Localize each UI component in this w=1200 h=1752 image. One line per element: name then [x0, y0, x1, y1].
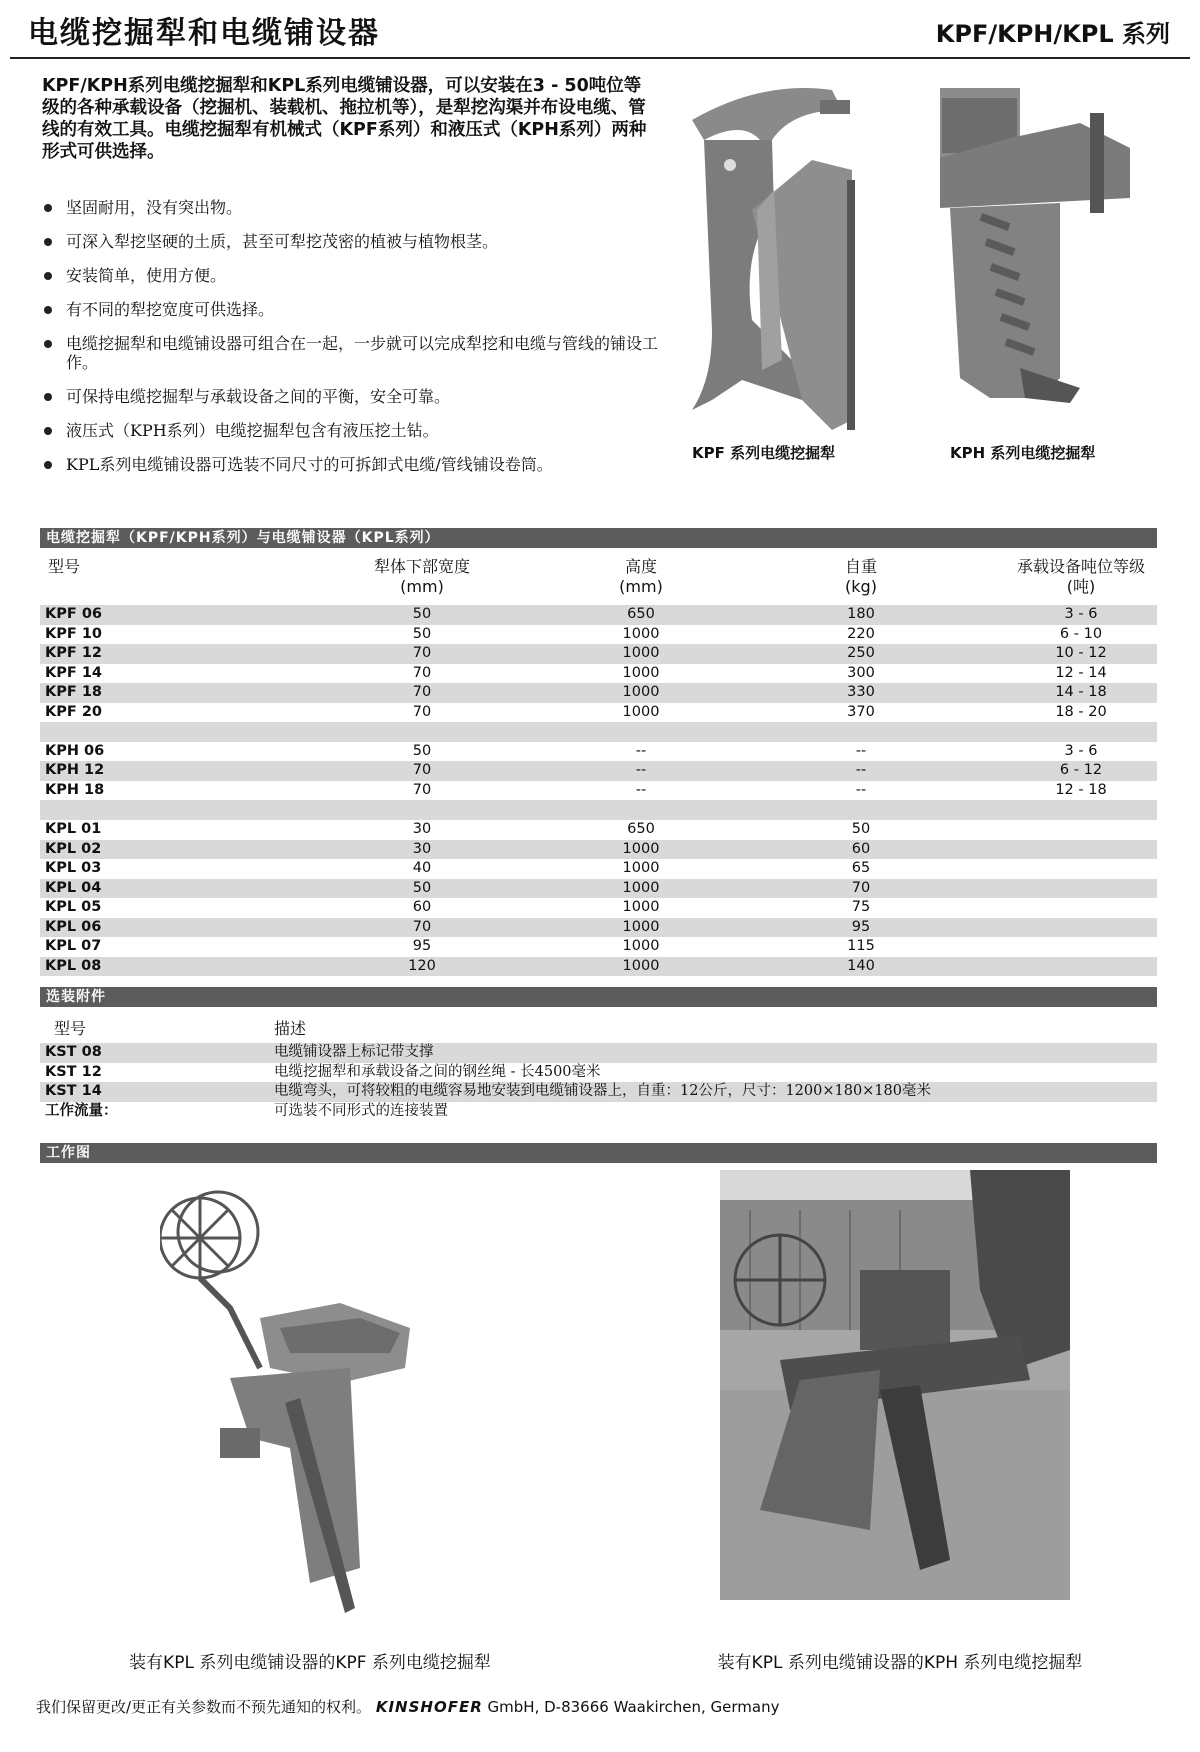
footer — [36, 1696, 779, 1717]
cell-acc-desc: 可选装不同形式的连接装置 — [274, 1102, 448, 1119]
cell-model: KPF 12 — [45, 645, 102, 662]
table-row — [40, 664, 1157, 684]
right-bottom-caption: 装有KPL 系列电缆铺设器的KPH 系列电缆挖掘犁 — [717, 1653, 1083, 1673]
list-item — [40, 387, 660, 406]
cell-class: 3 - 6 — [1064, 742, 1098, 759]
list-item — [40, 198, 660, 217]
cell-height: 1000 — [622, 645, 660, 662]
kph-plough-image — [930, 78, 1150, 418]
col-height-unit: (mm) — [619, 577, 663, 596]
cell-model: KPL 02 — [45, 840, 102, 857]
feature-text: 安装简单，使用方便。 — [66, 266, 227, 285]
cell-width: 50 — [412, 879, 432, 896]
cell-width: 50 — [412, 625, 432, 642]
table-row — [40, 761, 1157, 781]
cell-height: -- — [635, 781, 647, 798]
list-item — [40, 421, 660, 440]
spec-table-header — [40, 557, 1157, 603]
cell-model: KPL 06 — [45, 918, 102, 935]
table-row — [40, 1102, 1157, 1122]
cell-model: KPL 03 — [45, 860, 102, 877]
bullet-icon — [44, 427, 52, 435]
page-title: 电缆挖掘犁和电缆铺设器 — [28, 16, 380, 51]
col-height-label: 高度 — [624, 557, 657, 576]
col-class — [981, 557, 1181, 597]
accessory-table-header — [40, 1010, 1157, 1040]
col-weight-label: 自重 — [844, 557, 877, 576]
table-row — [40, 898, 1157, 918]
list-item — [40, 334, 660, 372]
cell-width: 70 — [412, 918, 432, 935]
spec-section-header: 电缆挖掘犁（KPF/KPH系列）与电缆铺设器（KPL系列） — [40, 528, 1157, 548]
table-row — [40, 703, 1157, 723]
cell-height: 1000 — [622, 957, 660, 974]
table-row — [40, 1043, 1157, 1063]
accessory-table-body — [40, 1043, 1157, 1121]
cell-weight: 300 — [847, 664, 875, 681]
col-acc-model: 型号 — [54, 1019, 87, 1038]
col-width-unit: (mm) — [400, 577, 444, 596]
cell-width: 30 — [412, 821, 432, 838]
cell-width: 50 — [412, 742, 432, 759]
cell-weight: 65 — [851, 860, 871, 877]
cell-weight: -- — [855, 781, 867, 798]
cell-model: KPL 05 — [45, 899, 102, 916]
work-section-header: 工作图 — [40, 1143, 1157, 1163]
feature-text: 坚固耐用，没有突出物。 — [66, 198, 243, 217]
cell-acc-desc: 电缆铺设器上标记带支撑 — [274, 1044, 434, 1060]
col-weight-unit: (kg) — [845, 577, 877, 596]
cell-weight: -- — [855, 742, 867, 759]
bullet-icon — [44, 461, 52, 469]
col-model: 型号 — [48, 557, 81, 576]
cell-model: KPF 10 — [45, 625, 102, 642]
cell-width: 70 — [412, 703, 432, 720]
cell-model: KPH 18 — [45, 781, 105, 798]
cell-acc-desc: 电缆挖掘犁和承载设备之间的钢丝绳 - 长4500毫米 — [274, 1063, 601, 1080]
cell-height: -- — [635, 762, 647, 779]
spec-table-body — [40, 605, 1157, 976]
cell-weight: 250 — [847, 645, 875, 662]
col-weight — [801, 557, 921, 597]
cell-weight: 95 — [851, 918, 871, 935]
cell-height: 650 — [627, 821, 655, 838]
cell-width: 70 — [412, 781, 432, 798]
feature-list — [40, 198, 660, 489]
feature-text: 有不同的犁挖宽度可供选择。 — [66, 300, 275, 319]
table-row — [40, 605, 1157, 625]
table-row-spacer — [40, 800, 1157, 820]
cell-height: 1000 — [622, 860, 660, 877]
table-row — [40, 742, 1157, 762]
table-row-spacer — [40, 722, 1157, 742]
table-row — [40, 840, 1157, 860]
cell-class: 6 - 10 — [1059, 625, 1103, 642]
cell-acc-model: KST 14 — [45, 1083, 102, 1099]
cell-width: 70 — [412, 684, 432, 701]
cell-model: KPF 20 — [45, 703, 102, 720]
series-title: KPF/KPH/KPL 系列 — [935, 20, 1170, 48]
cell-width: 60 — [412, 899, 432, 916]
cell-class: 6 - 12 — [1059, 762, 1103, 779]
list-item — [40, 455, 660, 474]
col-width — [322, 557, 522, 597]
cell-model: KPF 06 — [45, 606, 102, 622]
cell-height: 1000 — [622, 879, 660, 896]
cell-weight: 140 — [847, 957, 875, 974]
cell-model: KPF 14 — [45, 664, 102, 681]
cell-model: KPF 18 — [45, 684, 102, 701]
table-row — [40, 937, 1157, 957]
cell-model: KPH 12 — [45, 762, 105, 779]
cell-weight: 330 — [847, 684, 875, 701]
list-item — [40, 300, 660, 319]
feature-text: 液压式（KPH系列）电缆挖掘犁包含有液压挖土钻。 — [66, 421, 439, 440]
intro-paragraph: KPF/KPH系列电缆挖掘犁和KPL系列电缆铺设器，可以安装在3 - 50吨位等级的各种承载设备（挖掘机、装载机、拖拉机等），是犁挖沟渠并布设电缆、管线的有效工具。电缆挖掘犁有机械式（KPF系列）和液压式（KPH系列）两种形式可供选择。 — [42, 76, 647, 162]
cell-model: KPL 07 — [45, 938, 102, 955]
cell-acc-model: KST 12 — [45, 1063, 102, 1080]
cell-model: KPH 06 — [45, 742, 105, 759]
cell-model: KPL 04 — [45, 879, 102, 896]
table-row — [40, 859, 1157, 879]
table-row — [40, 918, 1157, 938]
kph-caption: KPH 系列电缆挖掘犁 — [950, 444, 1096, 462]
cell-weight: 180 — [847, 606, 875, 622]
cell-weight: -- — [855, 762, 867, 779]
table-row — [40, 1063, 1157, 1083]
cell-class: 12 - 14 — [1055, 664, 1107, 681]
table-row — [40, 879, 1157, 899]
list-item — [40, 232, 660, 251]
table-row — [40, 644, 1157, 664]
table-row — [40, 957, 1157, 977]
cell-width: 70 — [412, 664, 432, 681]
cell-height: 1000 — [622, 703, 660, 720]
cell-acc-model: KST 08 — [45, 1044, 102, 1060]
table-row — [40, 820, 1157, 840]
kpf-kpl-render-image — [160, 1168, 490, 1628]
kpf-caption: KPF 系列电缆挖掘犁 — [692, 444, 836, 462]
cell-class: 12 - 18 — [1055, 781, 1107, 798]
cell-class: 3 - 6 — [1064, 606, 1098, 622]
table-row — [40, 1082, 1157, 1102]
company-address: GmbH, D-83666 Waakirchen, Germany — [487, 1698, 780, 1716]
cell-weight: 70 — [851, 879, 871, 896]
left-bottom-caption: 装有KPL 系列电缆铺设器的KPF 系列电缆挖掘犁 — [129, 1653, 491, 1673]
disclaimer-text: 我们保留更改/更正有关参数而不预先通知的权利。 — [36, 1698, 372, 1716]
cell-height: 1000 — [622, 840, 660, 857]
bullet-icon — [44, 238, 52, 246]
cell-weight: 220 — [847, 625, 875, 642]
col-class-label: 承载设备吨位等级 — [1016, 557, 1145, 576]
cell-height: 650 — [627, 606, 655, 622]
bullet-icon — [44, 272, 52, 280]
cell-height: 1000 — [622, 938, 660, 955]
cell-width: 50 — [412, 606, 432, 622]
cell-weight: 50 — [851, 821, 871, 838]
cell-weight: 60 — [851, 840, 871, 857]
cell-class: 10 - 12 — [1055, 645, 1107, 662]
bullet-icon — [44, 340, 52, 348]
cell-height: 1000 — [622, 625, 660, 642]
cell-weight: 75 — [851, 899, 871, 916]
feature-text: 电缆挖掘犁和电缆铺设器可组合在一起，一步就可以完成犁挖和电缆与管线的铺设工作。 — [66, 334, 659, 372]
cell-height: 1000 — [622, 664, 660, 681]
table-row — [40, 781, 1157, 801]
cell-width: 70 — [412, 645, 432, 662]
cell-height: 1000 — [622, 899, 660, 916]
cell-weight: 115 — [847, 938, 875, 955]
cell-height: -- — [635, 742, 647, 759]
feature-text: KPL系列电缆铺设器可选装不同尺寸的可拆卸式电缆/管线铺设卷筒。 — [66, 455, 553, 474]
cell-model: KPL 01 — [45, 821, 102, 838]
col-acc-desc: 描述 — [274, 1019, 307, 1038]
table-row — [40, 683, 1157, 703]
list-item — [40, 266, 660, 285]
bullet-icon — [44, 393, 52, 401]
cell-width: 120 — [408, 957, 436, 974]
cell-class: 14 - 18 — [1055, 684, 1107, 701]
feature-text: 可深入犁挖坚硬的土质，甚至可犁挖茂密的植被与植物根茎。 — [66, 232, 499, 251]
brand-logo: KINSHOFER — [375, 1698, 483, 1716]
cell-class: 18 - 20 — [1055, 703, 1107, 720]
kph-kpl-field-photo — [720, 1170, 1070, 1600]
cell-acc-model: 工作流量： — [45, 1102, 118, 1119]
accessory-section-header: 选装附件 — [40, 987, 1157, 1007]
bullet-icon — [44, 306, 52, 314]
cell-height: 1000 — [622, 918, 660, 935]
col-height — [581, 557, 701, 597]
cell-height: 1000 — [622, 684, 660, 701]
cell-weight: 370 — [847, 703, 875, 720]
cell-width: 70 — [412, 762, 432, 779]
cell-acc-desc: 电缆弯头，可将较粗的电缆容易地安装到电缆铺设器上，自重：12公斤，尺寸：1200×180×180毫米 — [274, 1083, 931, 1099]
col-class-unit: (吨) — [1066, 577, 1096, 596]
table-row — [40, 625, 1157, 645]
bullet-icon — [44, 204, 52, 212]
kpf-plough-image — [682, 80, 877, 440]
cell-width: 95 — [412, 938, 432, 955]
cell-model: KPL 08 — [45, 957, 102, 974]
col-width-label: 犁体下部宽度 — [373, 557, 470, 576]
feature-text: 可保持电缆挖掘犁与承载设备之间的平衡，安全可靠。 — [66, 387, 451, 406]
cell-width: 40 — [412, 860, 432, 877]
header-divider — [10, 57, 1190, 59]
cell-width: 30 — [412, 840, 432, 857]
